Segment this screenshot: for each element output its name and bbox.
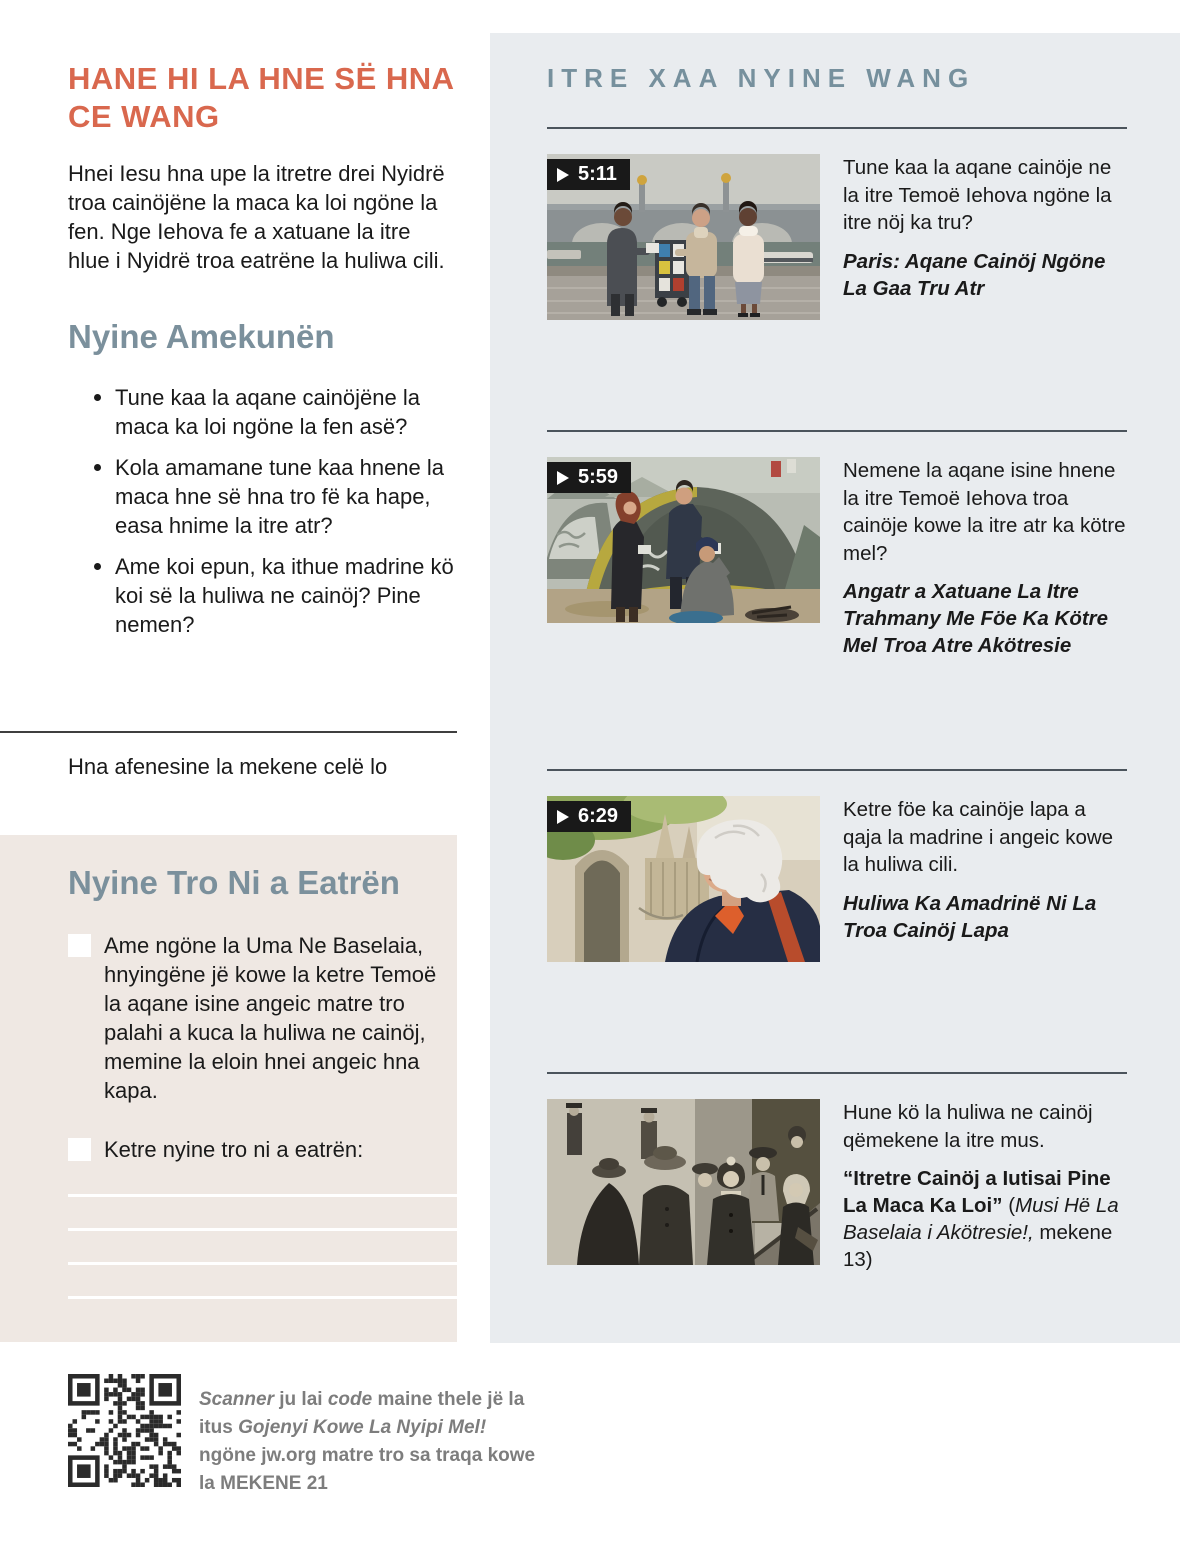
photo-title: “Itretre Cainöj a Iutisai Pine La Maca Ka Loi” (Musi Hë La Baselaia i Akötresie!, mekene 13) <box>843 1167 1119 1271</box>
duration-text: 5:11 <box>578 163 617 185</box>
duration-badge <box>547 159 630 190</box>
section-divider <box>547 1072 1127 1074</box>
video-thumbnail-paris[interactable] <box>547 154 820 320</box>
photo-item <box>547 1099 1127 1273</box>
qr-caption: Scanner ju lai code maine thele jë la itus Gojenyi Kowe La Nyipi Mel! ngöne jw.org matre tro sa traqa kowe la MEKENE 21 <box>199 1389 536 1494</box>
photo-caption: Hune kö la huliwa ne cainöj qëmekene la itre mus. <box>843 1101 1093 1152</box>
videos-heading: ITRE XAA NYINE WANG <box>547 63 976 93</box>
qr-code <box>68 1374 181 1487</box>
bullet-icon <box>94 563 101 570</box>
write-line[interactable] <box>68 1194 457 1197</box>
video-item <box>547 457 1127 659</box>
checklist-text: Ketre nyine tro ni a eatrën: <box>104 1137 364 1162</box>
photo-description <box>843 1099 1127 1273</box>
duration-text: 6:29 <box>578 805 619 827</box>
intro-paragraph: Hnei Iesu hna upe la itretre drei Nyidrë troa cainöjëne la maca ka loi ngöne la fen. Nge Iehova fe a xatuane la itre hlue i Nyidrë troa eatrëne la huliwa cili. <box>68 161 445 273</box>
video-question: Nemene la aqane isine hnene la itre Temoë Iehova troa cainöje kowe la itre atr ka kötre mel? <box>843 459 1126 565</box>
video-description <box>843 457 1127 659</box>
video-title: Huliwa Ka Amadrinë Ni La Troa Cainöj Lapa <box>843 891 1097 942</box>
video-description <box>843 796 1127 962</box>
list-item <box>68 552 457 639</box>
write-in-lines <box>68 1194 457 1299</box>
question-text: Ame koi epun, ka ithue madrine kö koi së la huliwa ne cainöj? Pine nemen? <box>115 554 454 637</box>
video-title: Paris: Aqane Cainöj Ngöne La Gaa Tru Atr <box>843 249 1106 300</box>
left-column <box>0 0 457 651</box>
play-icon <box>557 810 569 824</box>
video-thumbnail-elderly-sister[interactable] <box>547 796 820 962</box>
section-divider <box>0 731 457 733</box>
bullet-icon <box>94 464 101 471</box>
video-question: Ketre föe ka cainöje lapa a qaja la madrine i angeic kowe la huliwa cili. <box>843 798 1114 876</box>
question-text: Tune kaa la aqane cainöjëne la maca ka loi ngöne la fen asë? <box>115 385 420 439</box>
list-item <box>68 383 457 441</box>
video-question: Tune kaa la aqane cainöje ne la itre Temoë Iehova ngöne la itre nöj ka tru? <box>843 156 1112 234</box>
videos-panel <box>490 33 1180 1343</box>
video-thumbnail-camp[interactable] <box>547 457 820 623</box>
section-divider <box>547 127 1127 129</box>
duration-badge <box>547 801 631 832</box>
play-icon <box>557 471 569 485</box>
duration-text: 5:59 <box>578 466 619 488</box>
historical-group-photo-illustration <box>547 1099 820 1265</box>
qr-block <box>68 1374 544 1498</box>
checkbox[interactable] <box>68 1138 91 1161</box>
bullet-icon <box>94 394 101 401</box>
video-item <box>547 796 1127 962</box>
checklist-item <box>68 1135 440 1164</box>
review-heading: Nyine Amekunën <box>68 318 335 355</box>
video-description <box>843 154 1127 320</box>
section-divider <box>547 430 1127 432</box>
checklist-item <box>68 931 440 1105</box>
review-questions-list <box>68 383 457 639</box>
write-line[interactable] <box>68 1262 457 1265</box>
photo-thumbnail-historical <box>547 1099 820 1265</box>
checkbox[interactable] <box>68 934 91 957</box>
video-title: Angatr a Xatuane La Itre Trahmany Me Föe Ka Kötre Mel Troa Atre Akötresie <box>843 580 1109 657</box>
checklist-text: Ame ngöne la Uma Ne Baselaia, hnyingëne jë kowe la ketre Temoë la aqane isine angeic matre tro palahi a kuca la huliwa ne cainöj, memine la eloin hnei angeic hna kapa. <box>104 933 437 1103</box>
duration-badge <box>547 462 631 493</box>
play-icon <box>557 168 569 182</box>
write-line[interactable] <box>68 1296 457 1299</box>
section-divider <box>547 769 1127 771</box>
apply-section <box>0 835 457 1342</box>
question-text: Kola amamane tune kaa hnene la maca hne së hna tro fë ka hape, easa hnime la itre atr? <box>115 455 445 538</box>
list-item <box>68 453 457 540</box>
page-title: HANE HI LA HNE SË HNA CE WANG <box>68 61 454 134</box>
reference-note: Hna afenesine la mekene celë lo <box>68 754 388 779</box>
write-line[interactable] <box>68 1228 457 1231</box>
apply-heading: Nyine Tro Ni a Eatrën <box>68 864 400 901</box>
video-item <box>547 154 1127 320</box>
